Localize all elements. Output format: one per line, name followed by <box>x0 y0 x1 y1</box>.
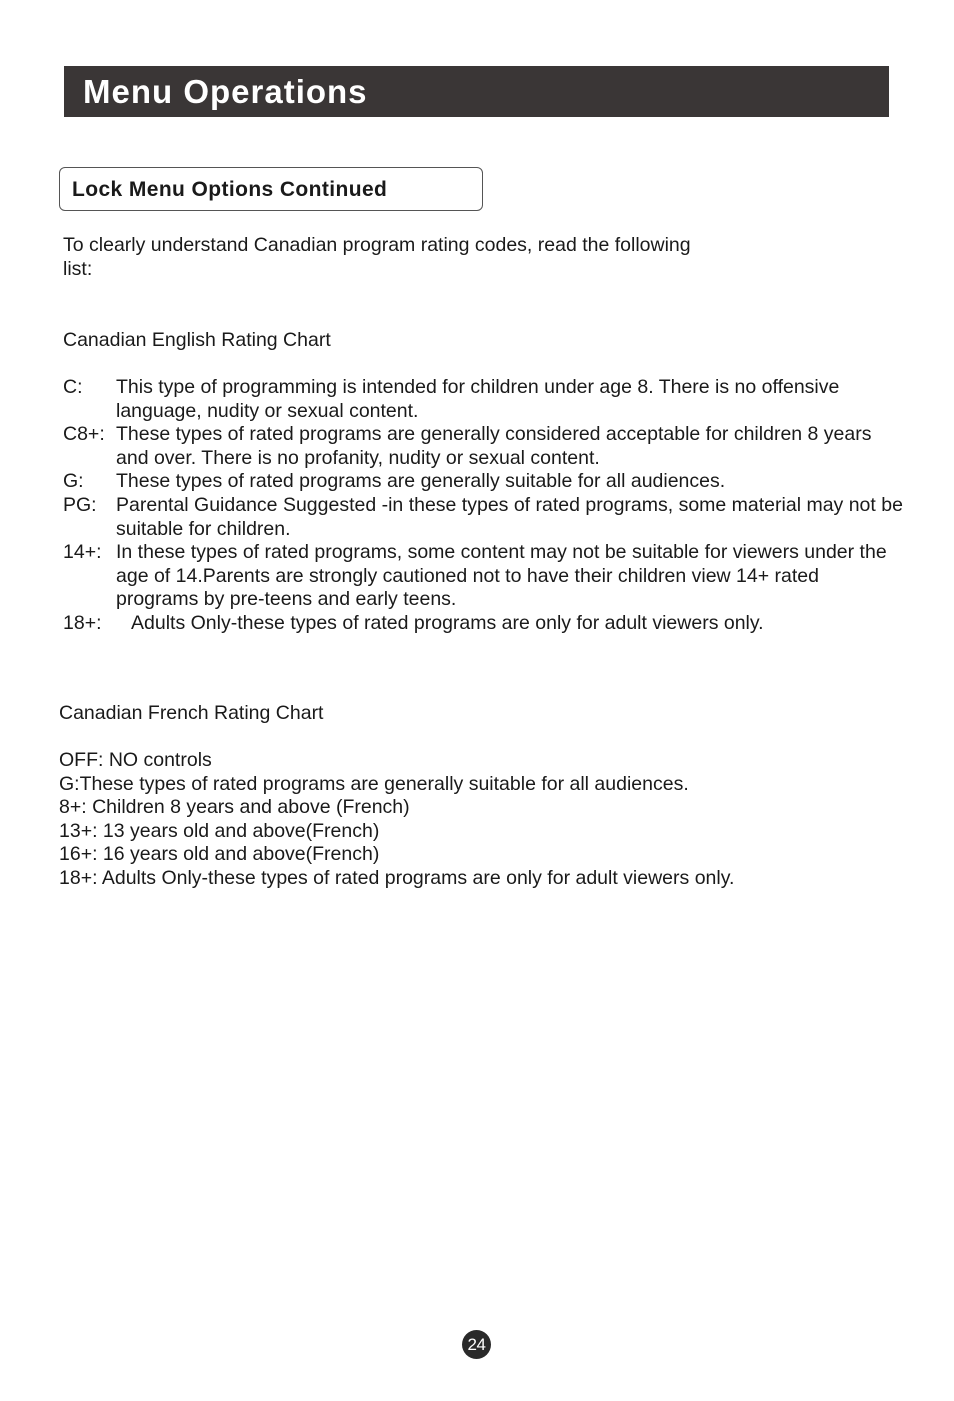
english-rating-item <box>63 423 903 470</box>
french-rating-item: G:These types of rated programs are generally suitable for all audiences. <box>59 772 689 795</box>
rating-code: PG: <box>63 493 97 516</box>
english-rating-item <box>63 541 903 612</box>
rating-code: G: <box>63 470 84 493</box>
rating-description: Adults Only-these types of rated programs are only for adult viewers only. <box>131 611 764 634</box>
french-rating-item: 16+: 16 years old and above(French) <box>59 843 380 866</box>
rating-description: Parental Guidance Suggested -in these types of rated programs, some material may not be suitable for children. <box>116 493 903 540</box>
english-rating-item <box>63 470 903 494</box>
english-rating-item <box>63 612 903 636</box>
french-rating-item: 13+: 13 years old and above(French) <box>59 819 380 842</box>
rating-description: These types of rated programs are generally considered acceptable for children 8 years and over. There is no profanity, nudity or sexual content. <box>116 423 872 469</box>
page-header-bar <box>64 66 889 117</box>
french-rating-list <box>59 749 899 891</box>
english-rating-item <box>63 376 903 423</box>
rating-description: These types of rated programs are generally suitable for all audiences. <box>116 470 726 493</box>
intro-paragraph: To clearly understand Canadian program rating codes, read the following list: <box>63 234 691 280</box>
rating-description: This type of programming is intended for children under age 8. There is no offensive language, nudity or sexual content. <box>116 376 840 422</box>
section-heading-box <box>59 167 483 211</box>
french-rating-item: 18+: Adults Only-these types of rated programs are only for adult viewers only. <box>59 866 735 889</box>
english-rating-item <box>63 494 903 541</box>
rating-description: In these types of rated programs, some content may not be suitable for viewers under the age of 14.Parents are strongly cautioned not to have their children view 14+ rated programs by pre-teens and early teens. <box>116 541 887 611</box>
english-rating-list <box>63 376 903 636</box>
rating-code: C8+: <box>63 423 105 446</box>
french-rating-item: 8+: Children 8 years and above (French) <box>59 796 410 819</box>
english-chart-title: Canadian English Rating Chart <box>63 329 331 351</box>
page-title: Menu Operations <box>83 73 368 110</box>
page-number-badge: 24 <box>462 1330 491 1359</box>
rating-code: 18+: <box>63 611 102 634</box>
rating-code: C: <box>63 376 83 398</box>
rating-code: 14+: <box>63 541 102 564</box>
section-title: Lock Menu Options Continued <box>72 178 388 201</box>
french-rating-item: OFF: NO controls <box>59 749 212 771</box>
french-chart-title: Canadian French Rating Chart <box>59 702 324 724</box>
